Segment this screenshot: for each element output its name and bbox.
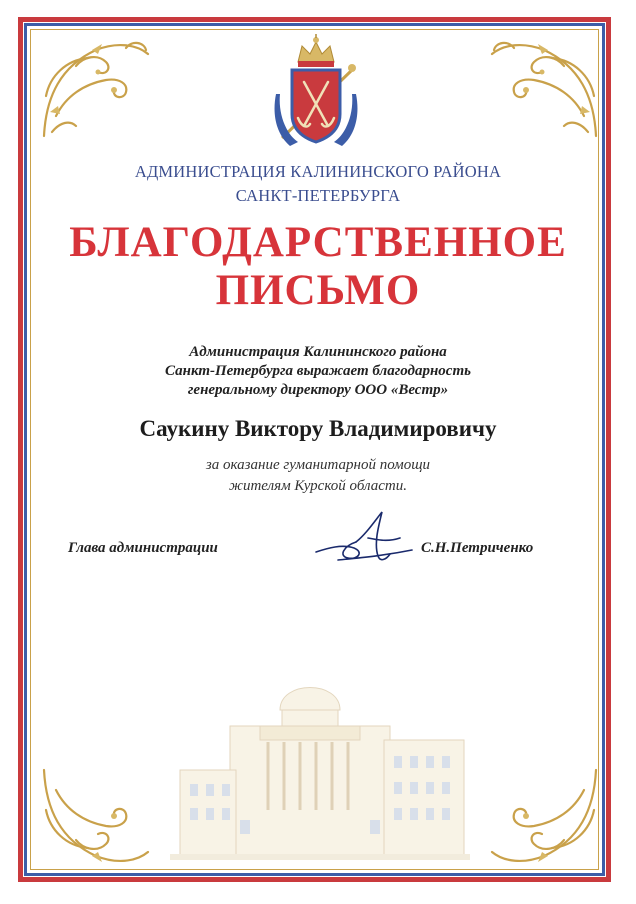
document-title-line-2: ПИСЬМО [215, 267, 421, 314]
intro-line: Санкт-Петербурга выражает благодарность [165, 363, 471, 379]
corner-ornament-icon [36, 36, 156, 146]
handwritten-signature-icon [308, 508, 418, 568]
corner-ornament-icon [36, 760, 156, 870]
coat-of-arms-icon [268, 34, 364, 150]
building-illustration-icon [170, 660, 470, 870]
reason-line: жителям Курской области. [229, 478, 407, 494]
intro-line: генеральному директору ООО «Вестр» [187, 382, 449, 398]
intro-line: Администрация Калининского района [189, 344, 447, 360]
corner-ornament-icon [484, 36, 604, 146]
issuer-line-1: АДМИНИСТРАЦИЯ КАЛИНИНСКОГО РАЙОНА [134, 162, 502, 181]
signatory-role: Глава администрации [68, 540, 218, 556]
issuer-line-2: САНКТ-ПЕТЕРБУРГА [235, 186, 401, 205]
document-title-line-1: БЛАГОДАРСТВЕННОЕ [69, 219, 567, 266]
reason-line: за оказание гуманитарной помощи [205, 457, 431, 473]
signatory-name: С.Н.Петриченко [421, 540, 534, 556]
recipient-name: Саукину Виктору Владимировичу [139, 416, 497, 441]
corner-ornament-icon [484, 760, 604, 870]
